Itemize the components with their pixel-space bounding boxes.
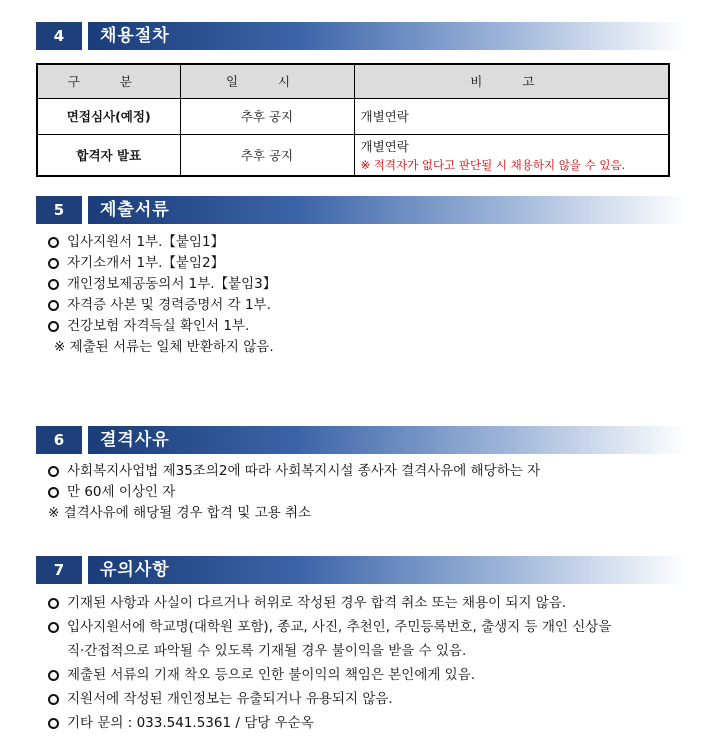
circle-bullet-icon: [48, 321, 59, 332]
section-bar: [88, 22, 688, 50]
section-header-7: [36, 556, 688, 584]
section-header-6: [36, 426, 688, 454]
circle-bullet-icon: [48, 670, 59, 681]
table-header-cell: 비 고: [354, 64, 669, 98]
list-item-continuation: 직·간접적으로 파악될 수 있도록 기재될 경우 불이익을 받을 수 있음.: [67, 643, 467, 659]
list-item: 입사지원서에 학교명(대학원 포함), 종교, 사진, 추천인, 주민등록번호, 출생지 등 개인 신상을: [48, 615, 611, 639]
list-item: 기재된 사항과 사실이 다르거나 허위로 작성된 경우 합격 취소 또는 채용이 되지 않음.: [48, 591, 611, 615]
section-title: 유의사항: [100, 560, 170, 580]
table-cell-item: 면접심사(예정): [37, 98, 180, 134]
circle-bullet-icon: [48, 279, 59, 290]
note-text: 개별연락: [360, 138, 409, 154]
section-bar: [88, 426, 688, 454]
documents-note: ※ 제출된 서류는 일체 반환하지 않음.: [54, 339, 274, 355]
disqualification-list: [48, 461, 540, 524]
table-header-cell: 일 시: [180, 64, 354, 98]
circle-bullet-icon: [48, 622, 59, 633]
table-header-row: [37, 64, 669, 98]
section-title: 제출서류: [100, 200, 170, 220]
section-number: 4: [36, 22, 82, 50]
list-item: 자기소개서 1부.【붙임2】: [48, 253, 276, 274]
circle-bullet-icon: [48, 258, 59, 269]
list-item: 기타 문의 : 033.541.5361 / 담당 우순옥: [48, 711, 611, 735]
list-item: 만 60세 이상인 자: [48, 482, 540, 503]
section-header-5: [36, 196, 688, 224]
circle-bullet-icon: [48, 694, 59, 705]
table-row: [37, 134, 669, 176]
table-cell-date: 추후 공지: [180, 98, 354, 134]
schedule-table: [36, 63, 670, 177]
list-item: 자격증 사본 및 경력증명서 각 1부.: [48, 295, 276, 316]
circle-bullet-icon: [48, 466, 59, 477]
section-number: 7: [36, 556, 82, 584]
table-cell-item: 합격자 발표: [37, 134, 180, 176]
circle-bullet-icon: [48, 487, 59, 498]
section-header-4: [36, 22, 688, 50]
circle-bullet-icon: [48, 598, 59, 609]
list-item: 입사지원서 1부.【붙임1】: [48, 232, 276, 253]
section-title: 채용절차: [100, 26, 170, 46]
table-cell-note: 개별연락: [354, 98, 669, 134]
table-cell-date: 추후 공지: [180, 134, 354, 176]
list-item: 건강보험 자격득실 확인서 1부.: [48, 316, 276, 337]
table-header-cell: 구 분: [37, 64, 180, 98]
list-item: 사회복지사업법 제35조의2에 따라 사회복지시설 종사자 결격사유에 해당하는 자: [48, 461, 540, 482]
disqualification-note: ※ 결격사유에 해당될 경우 합격 및 고용 취소: [48, 505, 312, 521]
notices-list: [48, 591, 611, 735]
table-cell-note: [354, 134, 669, 176]
circle-bullet-icon: [48, 718, 59, 729]
warning-note: ※ 적격자가 없다고 판단될 시 채용하지 않을 수 있음.: [360, 157, 626, 172]
section-bar: [88, 196, 688, 224]
section-number: 6: [36, 426, 82, 454]
section-title: 결격사유: [100, 430, 170, 450]
list-item: 지원서에 작성된 개인정보는 유출되거나 유용되지 않음.: [48, 687, 611, 711]
section-number: 5: [36, 196, 82, 224]
circle-bullet-icon: [48, 300, 59, 311]
circle-bullet-icon: [48, 237, 59, 248]
documents-list: [48, 232, 276, 358]
list-item: 제출된 서류의 기재 착오 등으로 인한 불이익의 책임은 본인에게 있음.: [48, 663, 611, 687]
section-bar: [88, 556, 688, 584]
table-row: [37, 98, 669, 134]
list-item: 개인정보제공동의서 1부.【붙임3】: [48, 274, 276, 295]
